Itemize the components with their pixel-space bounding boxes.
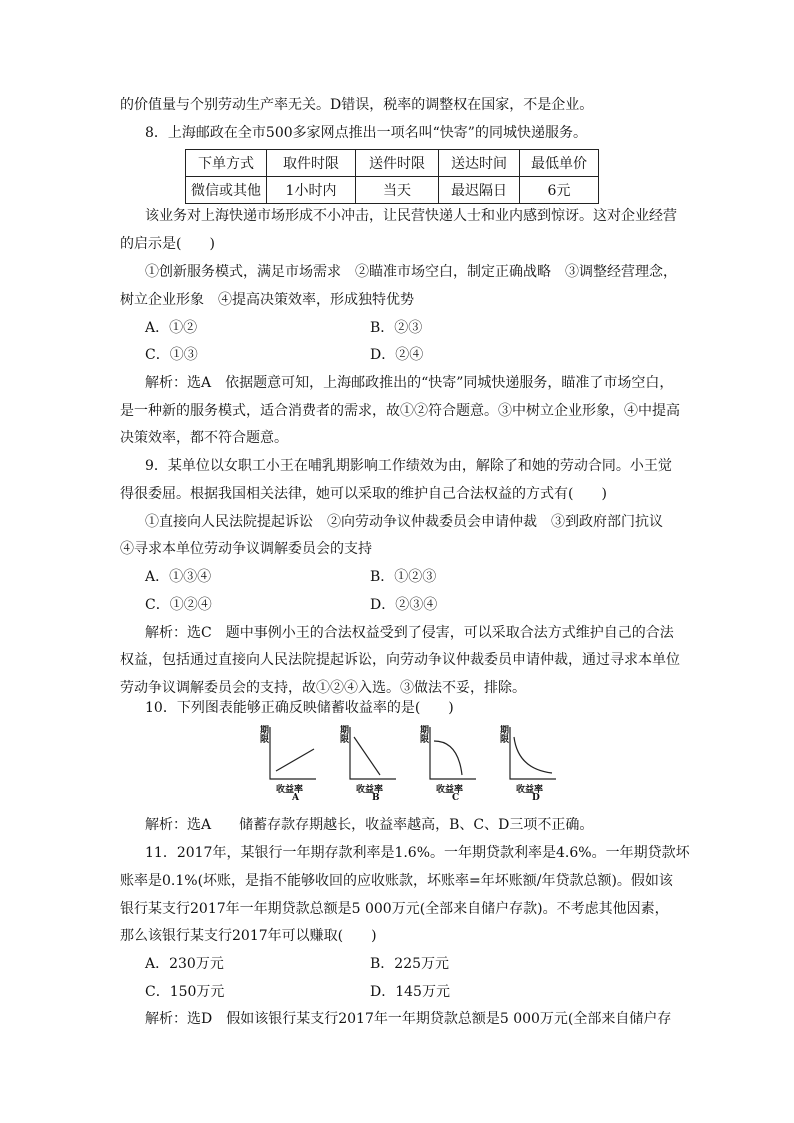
axis-label-x: 收益率 xyxy=(516,785,544,795)
table-cell: 1小时内 xyxy=(267,177,356,204)
analysis-8: 是一种新的服务模式，适合消费者的需求，故①②符合题意。③中树立企业形象，④中提高 xyxy=(120,403,680,419)
table-cell: 当天 xyxy=(356,177,439,204)
option-d: D．145万元 xyxy=(370,984,450,1000)
table-header-cell: 送件时限 xyxy=(356,150,439,177)
option-c: C．①②④ xyxy=(145,597,212,613)
figure-caption: C xyxy=(452,793,460,803)
analysis-11: 解析：选D 假如该银行某支行2017年一年期贷款总额是5 000万元(全部来自储户存 xyxy=(145,1011,672,1027)
option-b: B．①②③ xyxy=(370,569,437,585)
axis-label-y: 期限 xyxy=(340,726,350,745)
axis-label-y: 期限 xyxy=(420,726,430,745)
table-cell: 6元 xyxy=(520,177,599,204)
question-8-statement: ①创新服务模式，满足市场需求 ②瞄准市场空白，制定正确战略 ③调整经营理念， xyxy=(145,264,677,280)
figure-caption: A xyxy=(292,793,299,803)
option-d: D．②③④ xyxy=(370,597,438,613)
option-a: A．①③④ xyxy=(145,569,212,585)
graph-d xyxy=(500,725,560,785)
question-9-statement: ④寻求本单位劳动争议调解委员会的支持 xyxy=(120,541,372,557)
option-a: A．230万元 xyxy=(145,956,224,972)
table-cell: 微信或其他 xyxy=(186,177,267,204)
analysis-8: 决策效率，都不符合题意。 xyxy=(120,430,288,446)
graph-c xyxy=(420,725,480,785)
analysis-10: 解析：选A 储蓄存款存期越长，收益率越高，B、C、D三项不正确。 xyxy=(145,817,594,833)
question-9: 9．某单位以女职工小王在哺乳期影响工作绩效为由，解除了和她的劳动合同。小王觉 xyxy=(145,458,672,474)
table-header-cell: 取件时限 xyxy=(267,150,356,177)
text-line: 的价值量与个别劳动生产率无关。D错误，税率的调整权在国家，不是企业。 xyxy=(120,97,594,113)
table-cell: 最迟隔日 xyxy=(439,177,520,204)
table-header-cell: 送达时间 xyxy=(439,150,520,177)
figure-group xyxy=(260,725,560,805)
question-11: 银行某支行2017年一年期贷款总额是5 000万元(全部来自储户存款)。不考虑其他因素， xyxy=(120,901,669,917)
table-row xyxy=(186,177,599,204)
analysis-8: 解析：选A 依据题意可知，上海邮政推出的“快寄”同城快递服务，瞄准了市场空白， xyxy=(145,375,674,391)
option-c: C．150万元 xyxy=(145,984,225,1000)
axis-label-y: 期限 xyxy=(500,726,510,745)
option-d: D．②④ xyxy=(370,347,424,363)
question-8-stem: 的启示是( ) xyxy=(120,236,215,252)
figure-d xyxy=(500,725,560,807)
question-11: 11．2017年，某银行一年期存款利率是1.6%。一年期贷款利率是4.6%。一年期贷款坏 xyxy=(145,845,690,861)
analysis-9: 权益，包括通过直接向人民法院提起诉讼，向劳动争议仲裁委员申请仲裁，通过寻求本单位 xyxy=(120,652,680,668)
analysis-9: 解析：选C 题中事例小王的合法权益受到了侵害，可以采取合法方式维护自己的合法 xyxy=(145,625,674,641)
axis-label-x: 收益率 xyxy=(356,785,384,795)
option-a: A．①② xyxy=(145,320,198,336)
question-10: 10．下列图表能够正确反映储蓄收益率的是( ) xyxy=(145,700,454,716)
question-11: 那么该银行某支行2017年可以赚取( ) xyxy=(120,928,377,944)
figure-caption: B xyxy=(372,793,380,803)
option-b: B．②③ xyxy=(370,320,423,336)
question-8: 8．上海邮政在全市500多家网点推出一项名叫“快寄”的同城快递服务。 xyxy=(145,125,587,141)
table-header-cell: 下单方式 xyxy=(186,150,267,177)
figure-c xyxy=(420,725,480,807)
axis-label-y: 期限 xyxy=(260,726,270,745)
question-9: 得很委屈。根据我国相关法律，她可以采取的维护自己合法权益的方式有( ) xyxy=(120,486,607,502)
axis-label-x: 收益率 xyxy=(436,785,464,795)
question-8-statement: 树立企业形象 ④提高决策效率，形成独特优势 xyxy=(120,292,414,308)
graph-a xyxy=(260,725,320,785)
axis-label-x: 收益率 xyxy=(276,785,304,795)
question-9-statement: ①直接向人民法院提起诉讼 ②向劳动争议仲裁委员会申请仲裁 ③到政府部门抗议 xyxy=(145,514,663,530)
service-table xyxy=(185,149,599,204)
table-header-cell: 最低单价 xyxy=(520,150,599,177)
figure-caption: D xyxy=(532,793,540,803)
figure-a xyxy=(260,725,320,807)
option-c: C．①③ xyxy=(145,347,198,363)
analysis-9: 劳动争议调解委员会的支持，故①②④入选。③做法不妥，排除。 xyxy=(120,680,526,696)
graph-b xyxy=(340,725,400,785)
figure-b xyxy=(340,725,400,807)
table-header-row xyxy=(186,150,599,177)
option-b: B．225万元 xyxy=(370,956,450,972)
question-11: 账率是0.1%(坏账，是指不能够收回的应收账款，坏账率=年坏账额/年贷款总额)。假如该 xyxy=(120,873,673,889)
question-8-stem: 该业务对上海快递市场形成不小冲击，让民营快递人士和业内感到惊讶。这对企业经营 xyxy=(145,208,677,224)
